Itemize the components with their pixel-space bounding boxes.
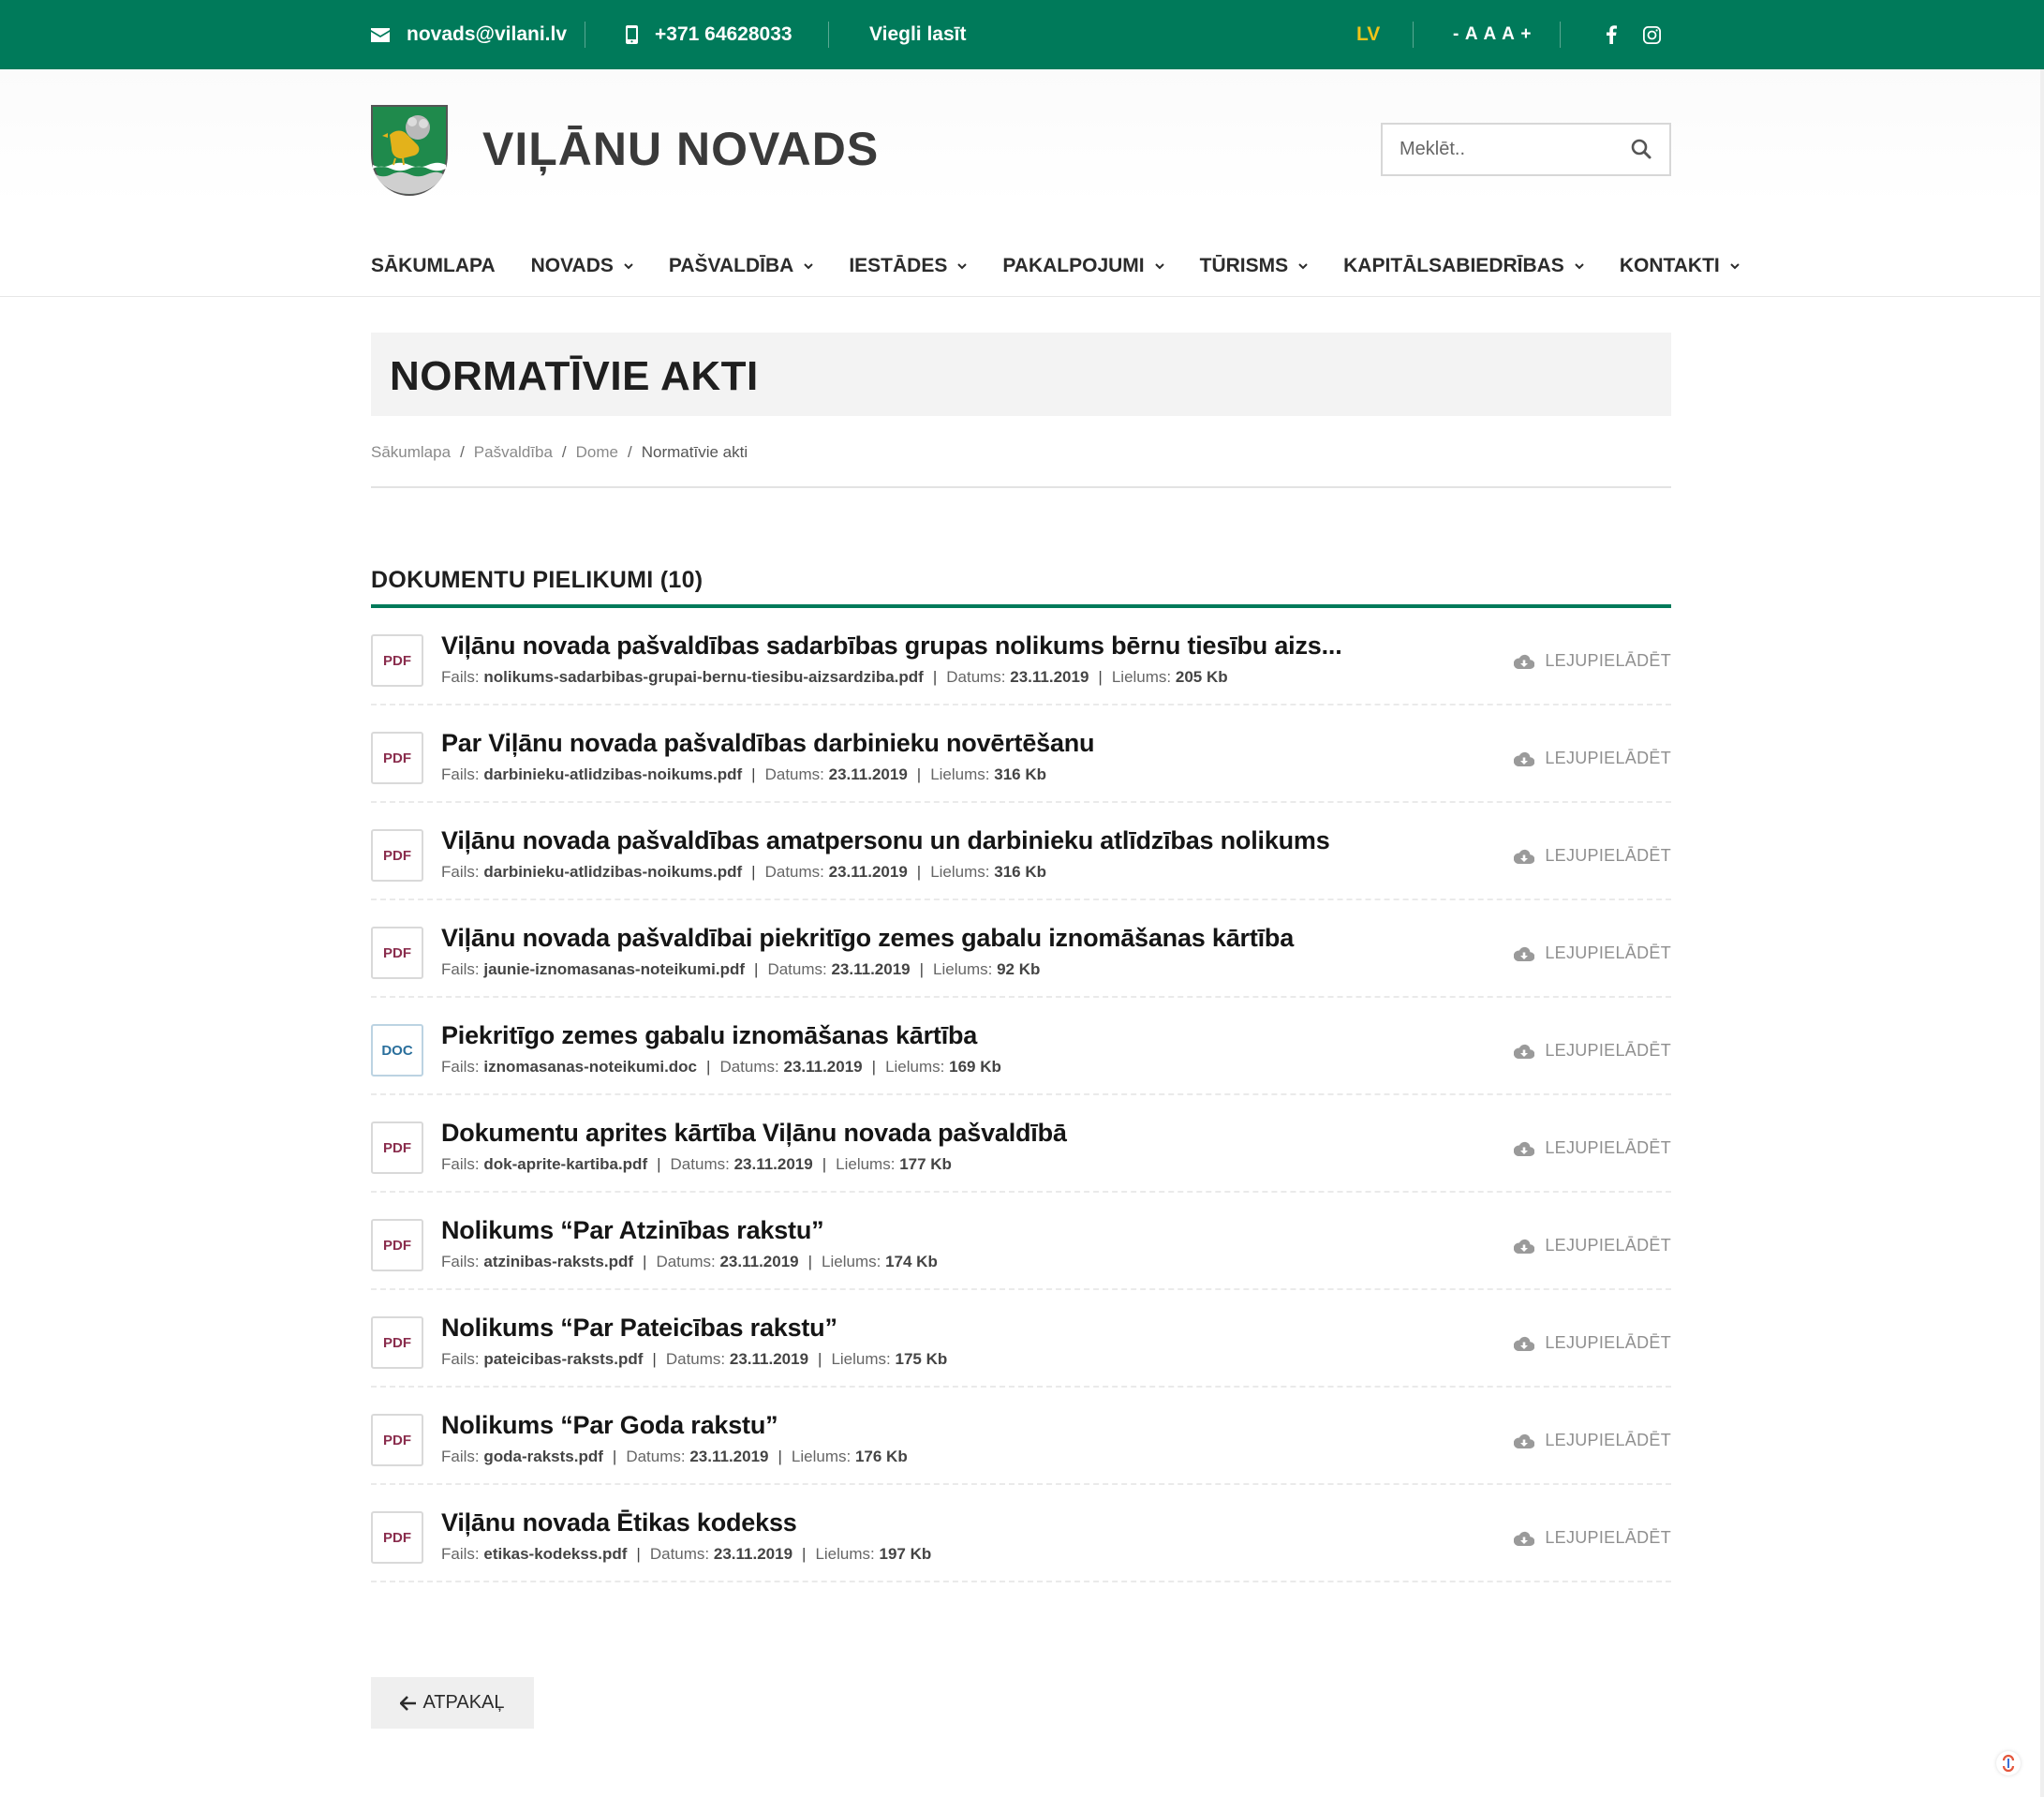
download-link[interactable] bbox=[1514, 1138, 1671, 1158]
breadcrumb-council[interactable]: Dome bbox=[575, 443, 619, 461]
download-link[interactable] bbox=[1514, 651, 1671, 671]
size-label: Lielums: bbox=[930, 863, 990, 881]
size-label: Lielums: bbox=[930, 765, 990, 783]
meta-separator: | bbox=[657, 1155, 661, 1173]
document-list bbox=[371, 608, 1671, 1582]
date-label: Datums: bbox=[670, 1155, 730, 1173]
document-meta bbox=[441, 1155, 952, 1174]
arrow-left-icon bbox=[400, 1696, 417, 1711]
date-label: Datums: bbox=[764, 863, 824, 881]
document-meta bbox=[441, 1253, 938, 1271]
chevron-down-icon bbox=[624, 263, 633, 270]
document-date: 23.11.2019 bbox=[719, 1253, 799, 1270]
document-date: 23.11.2019 bbox=[729, 1350, 809, 1368]
download-link[interactable] bbox=[1514, 1333, 1671, 1353]
meta-separator: | bbox=[871, 1058, 877, 1076]
download-link[interactable] bbox=[1514, 1528, 1671, 1548]
nav-item-4[interactable] bbox=[1002, 255, 1163, 277]
meta-separator: | bbox=[932, 668, 938, 686]
meta-separator: | bbox=[818, 1350, 822, 1368]
meta-separator: | bbox=[751, 765, 756, 783]
file-name: etikas-kodekss.pdf bbox=[483, 1545, 628, 1563]
download-label: LEJUPIELĀDĒT bbox=[1545, 1528, 1671, 1547]
document-meta bbox=[441, 765, 1046, 784]
file-label: Fails: bbox=[441, 1448, 480, 1465]
meta-separator: | bbox=[751, 863, 756, 881]
meta-separator: | bbox=[652, 1350, 657, 1368]
file-label: Fails: bbox=[441, 1253, 480, 1270]
date-label: Datums: bbox=[626, 1448, 686, 1465]
date-label: Datums: bbox=[946, 668, 1006, 686]
easy-read-link[interactable] bbox=[869, 0, 967, 69]
document-row bbox=[371, 1388, 1671, 1485]
size-label: Lielums: bbox=[831, 1350, 891, 1368]
nav-item-label: KONTAKTI bbox=[1619, 255, 1720, 276]
document-meta bbox=[441, 1058, 1001, 1077]
site-title[interactable]: VIĻĀNU NOVADS bbox=[482, 123, 880, 175]
file-name: darbinieku-atlidzibas-noikums.pdf bbox=[483, 765, 743, 783]
breadcrumb-separator: / bbox=[561, 443, 567, 461]
file-label: Fails: bbox=[441, 1155, 480, 1173]
file-name: pateicibas-raksts.pdf bbox=[483, 1350, 644, 1368]
nav-item-7[interactable] bbox=[1620, 255, 1740, 277]
size-label: Lielums: bbox=[815, 1545, 875, 1563]
instagram-icon bbox=[1643, 26, 1661, 44]
file-name: dok-aprite-kartiba.pdf bbox=[483, 1155, 648, 1173]
file-name: darbinieku-atlidzibas-noikums.pdf bbox=[483, 863, 743, 881]
site-header bbox=[0, 69, 2044, 297]
document-row bbox=[371, 1290, 1671, 1388]
document-meta bbox=[441, 1350, 947, 1369]
topbar-divider bbox=[1560, 22, 1561, 48]
file-name: atzinibas-raksts.pdf bbox=[483, 1253, 634, 1270]
date-label: Datums: bbox=[767, 960, 827, 978]
accessibility-widget-icon[interactable] bbox=[1996, 1751, 2021, 1775]
document-row bbox=[371, 1095, 1671, 1193]
download-label: LEJUPIELĀDĒT bbox=[1545, 651, 1671, 670]
nav-item-label: TŪRISMS bbox=[1199, 255, 1289, 276]
meta-separator: | bbox=[1098, 668, 1103, 686]
file-name: jaunie-iznomasanas-noteikumi.pdf bbox=[483, 960, 746, 978]
nav-item-label: PAŠVALDĪBA bbox=[668, 255, 794, 276]
document-row bbox=[371, 998, 1671, 1095]
file-type-badge: PDF bbox=[371, 829, 423, 882]
document-title[interactable]: Nolikums “Par Goda rakstu” bbox=[441, 1411, 778, 1439]
phone-text: +371 64628033 bbox=[655, 23, 792, 45]
breadcrumb-divider bbox=[371, 486, 1671, 488]
cloud-download-icon bbox=[1514, 1141, 1534, 1156]
document-date: 23.11.2019 bbox=[783, 1058, 863, 1076]
date-label: Datums: bbox=[656, 1253, 716, 1270]
nav-item-label: IESTĀDES bbox=[849, 255, 948, 276]
nav-item-1[interactable] bbox=[531, 255, 633, 277]
document-title[interactable]: Viļānu novada Ētikas kodekss bbox=[441, 1508, 797, 1537]
language-switch[interactable]: LV bbox=[1356, 23, 1381, 45]
document-title[interactable]: Nolikums “Par Atzinības rakstu” bbox=[441, 1216, 824, 1244]
document-row bbox=[371, 1485, 1671, 1582]
file-size: 316 Kb bbox=[994, 863, 1046, 881]
document-row bbox=[371, 900, 1671, 998]
download-link[interactable] bbox=[1514, 1431, 1671, 1450]
breadcrumb bbox=[371, 443, 748, 462]
cloud-download-icon bbox=[1514, 946, 1534, 961]
download-label: LEJUPIELĀDĒT bbox=[1545, 749, 1671, 767]
file-type-badge: PDF bbox=[371, 1219, 423, 1271]
file-size: 316 Kb bbox=[994, 765, 1046, 783]
download-label: LEJUPIELĀDĒT bbox=[1545, 1138, 1671, 1157]
facebook-icon bbox=[1607, 25, 1617, 44]
file-size: 92 Kb bbox=[997, 960, 1041, 978]
file-type-badge: PDF bbox=[371, 634, 423, 687]
file-size: 205 Kb bbox=[1175, 668, 1228, 686]
instagram-link[interactable] bbox=[1643, 0, 1661, 69]
font-size-control[interactable]: - A A A + bbox=[1453, 24, 1533, 44]
download-label: LEJUPIELĀDĒT bbox=[1545, 1236, 1671, 1255]
breadcrumb-home[interactable]: Sākumlapa bbox=[371, 443, 452, 461]
cloud-download-icon bbox=[1514, 1433, 1534, 1448]
download-link[interactable] bbox=[1514, 749, 1671, 768]
cloud-download-icon bbox=[1514, 1531, 1534, 1546]
page-title: NORMATĪVIE AKTI bbox=[390, 353, 759, 399]
document-title[interactable]: Viļānu novada pašvaldībai piekritīgo zemes gabalu iznomāšanas kārtība bbox=[441, 924, 1295, 952]
meta-separator: | bbox=[754, 960, 759, 978]
file-name: goda-raksts.pdf bbox=[483, 1448, 603, 1465]
cloud-download-icon bbox=[1514, 1336, 1534, 1351]
download-label: LEJUPIELĀDĒT bbox=[1545, 943, 1671, 962]
nav-item-label: KAPITĀLSABIEDRĪBAS bbox=[1343, 255, 1564, 276]
file-label: Fails: bbox=[441, 1058, 480, 1076]
nav-item-3[interactable] bbox=[849, 255, 967, 277]
file-size: 174 Kb bbox=[885, 1253, 938, 1270]
mobile-phone-icon bbox=[626, 25, 638, 44]
email-text: novads@vilani.lv bbox=[407, 23, 568, 45]
file-label: Fails: bbox=[441, 863, 480, 881]
search-box bbox=[1381, 123, 1671, 176]
file-label: Fails: bbox=[441, 765, 480, 783]
document-title[interactable]: Viļānu novada pašvaldības amatpersonu un darbinieku atlīdzības nolikums bbox=[441, 826, 1330, 854]
file-size: 175 Kb bbox=[895, 1350, 948, 1368]
download-label: LEJUPIELĀDĒT bbox=[1545, 1431, 1671, 1449]
document-date: 23.11.2019 bbox=[1010, 668, 1089, 686]
nav-item-label: SĀKUMLAPA bbox=[371, 255, 496, 276]
file-type-badge: PDF bbox=[371, 1316, 423, 1369]
nav-item-label: NOVADS bbox=[530, 255, 614, 276]
envelope-icon bbox=[371, 28, 390, 42]
document-meta bbox=[441, 863, 1046, 882]
breadcrumb-municipality[interactable]: Pašvaldība bbox=[473, 443, 553, 461]
nav-item-6[interactable] bbox=[1343, 255, 1584, 277]
chevron-down-icon bbox=[957, 263, 967, 270]
file-label: Fails: bbox=[441, 668, 480, 686]
document-date: 23.11.2019 bbox=[828, 765, 908, 783]
chevron-down-icon bbox=[1298, 263, 1308, 270]
download-link[interactable] bbox=[1514, 943, 1671, 963]
nav-item-0[interactable] bbox=[371, 255, 496, 277]
document-title[interactable]: Par Viļānu novada pašvaldības darbinieku novērtēšanu bbox=[441, 729, 1095, 757]
document-meta bbox=[441, 668, 1228, 687]
search-icon[interactable] bbox=[1630, 138, 1652, 160]
file-name: iznomasanas-noteikumi.doc bbox=[483, 1058, 698, 1076]
meta-separator: | bbox=[612, 1448, 617, 1465]
meta-separator: | bbox=[916, 863, 922, 881]
email-link[interactable] bbox=[371, 0, 567, 69]
nav-item-label: PAKALPOJUMI bbox=[1002, 255, 1145, 276]
document-date: 23.11.2019 bbox=[831, 960, 911, 978]
download-label: LEJUPIELĀDĒT bbox=[1545, 1041, 1671, 1060]
document-date: 23.11.2019 bbox=[713, 1545, 793, 1563]
download-link[interactable] bbox=[1514, 1041, 1671, 1061]
breadcrumb-current: Normatīvie akti bbox=[641, 443, 748, 461]
size-label: Lielums: bbox=[791, 1448, 852, 1465]
nav-item-2[interactable] bbox=[669, 255, 813, 277]
file-label: Fails: bbox=[441, 1545, 480, 1563]
date-label: Datums: bbox=[665, 1350, 726, 1368]
size-label: Lielums: bbox=[885, 1058, 945, 1076]
meta-separator: | bbox=[916, 765, 922, 783]
back-button-label: ATPAKAĻ bbox=[422, 1692, 505, 1713]
coat-of-arms-logo[interactable] bbox=[371, 105, 448, 197]
cloud-download-icon bbox=[1514, 1044, 1534, 1059]
section-title: DOKUMENTU PIELIKUMI (10) bbox=[371, 567, 704, 593]
meta-separator: | bbox=[822, 1155, 827, 1173]
meta-separator: | bbox=[802, 1545, 807, 1563]
file-label: Fails: bbox=[441, 960, 480, 978]
document-title[interactable]: Viļānu novada pašvaldības sadarbības grupas nolikums bērnu tiesību aizs... bbox=[441, 631, 1342, 660]
topbar-divider bbox=[828, 22, 829, 48]
file-type-badge: PDF bbox=[371, 732, 423, 784]
document-meta bbox=[441, 1448, 908, 1466]
chevron-down-icon bbox=[1575, 263, 1584, 270]
document-title[interactable]: Piekritīgo zemes gabalu iznomāšanas kārtība bbox=[441, 1021, 978, 1049]
breadcrumb-separator: / bbox=[628, 443, 632, 461]
document-title[interactable]: Dokumentu aprites kārtība Viļānu novada pašvaldībā bbox=[441, 1119, 1067, 1147]
date-label: Datums: bbox=[649, 1545, 710, 1563]
date-label: Datums: bbox=[719, 1058, 779, 1076]
document-date: 23.11.2019 bbox=[689, 1448, 769, 1465]
document-title[interactable]: Nolikums “Par Pateicības rakstu” bbox=[441, 1314, 837, 1342]
phone-link[interactable] bbox=[626, 0, 792, 69]
document-meta bbox=[441, 960, 1040, 979]
topbar-divider bbox=[1413, 22, 1414, 48]
cloud-download-icon bbox=[1514, 751, 1534, 766]
document-row bbox=[371, 608, 1671, 705]
download-label: LEJUPIELĀDĒT bbox=[1545, 846, 1671, 865]
meta-separator: | bbox=[643, 1253, 647, 1270]
meta-separator: | bbox=[919, 960, 925, 978]
size-label: Lielums: bbox=[933, 960, 993, 978]
back-button[interactable] bbox=[371, 1677, 534, 1729]
document-date: 23.11.2019 bbox=[733, 1155, 813, 1173]
meta-separator: | bbox=[778, 1448, 782, 1465]
cloud-download-icon bbox=[1514, 1239, 1534, 1254]
document-meta bbox=[441, 1545, 931, 1564]
main-navigation bbox=[371, 247, 1775, 285]
scrollbar-track[interactable] bbox=[2040, 69, 2044, 1797]
file-label: Fails: bbox=[441, 1350, 480, 1368]
download-link[interactable] bbox=[1514, 1236, 1671, 1255]
meta-separator: | bbox=[636, 1545, 641, 1563]
file-type-badge: PDF bbox=[371, 1511, 423, 1564]
facebook-link[interactable] bbox=[1607, 0, 1617, 69]
chevron-down-icon bbox=[804, 263, 813, 270]
file-name: nolikums-sadarbibas-grupai-bernu-tiesibu-aizsardziba.pdf bbox=[483, 668, 924, 686]
size-label: Lielums: bbox=[1111, 668, 1172, 686]
breadcrumb-separator: / bbox=[460, 443, 465, 461]
date-label: Datums: bbox=[764, 765, 824, 783]
file-size: 177 Kb bbox=[899, 1155, 952, 1173]
download-label: LEJUPIELĀDĒT bbox=[1545, 1333, 1671, 1352]
file-size: 169 Kb bbox=[949, 1058, 1001, 1076]
document-row bbox=[371, 803, 1671, 900]
size-label: Lielums: bbox=[836, 1155, 896, 1173]
easy-read-text: Viegli lasīt bbox=[869, 23, 967, 45]
meta-separator: | bbox=[807, 1253, 813, 1270]
file-type-badge: DOC bbox=[371, 1024, 423, 1077]
document-row bbox=[371, 1193, 1671, 1290]
download-link[interactable] bbox=[1514, 846, 1671, 866]
top-bar bbox=[0, 0, 2044, 69]
file-size: 176 Kb bbox=[854, 1448, 908, 1465]
nav-item-5[interactable] bbox=[1200, 255, 1309, 277]
document-row bbox=[371, 705, 1671, 803]
search-input[interactable] bbox=[1383, 125, 1617, 174]
cloud-download-icon bbox=[1514, 849, 1534, 864]
cloud-download-icon bbox=[1514, 654, 1534, 669]
meta-separator: | bbox=[706, 1058, 711, 1076]
file-size: 197 Kb bbox=[879, 1545, 932, 1563]
chevron-down-icon bbox=[1155, 263, 1164, 270]
file-type-badge: PDF bbox=[371, 927, 423, 979]
file-type-badge: PDF bbox=[371, 1414, 423, 1466]
file-type-badge: PDF bbox=[371, 1121, 423, 1174]
document-date: 23.11.2019 bbox=[828, 863, 908, 881]
chevron-down-icon bbox=[1730, 263, 1740, 270]
page-title-box bbox=[371, 333, 1671, 416]
size-label: Lielums: bbox=[822, 1253, 881, 1270]
